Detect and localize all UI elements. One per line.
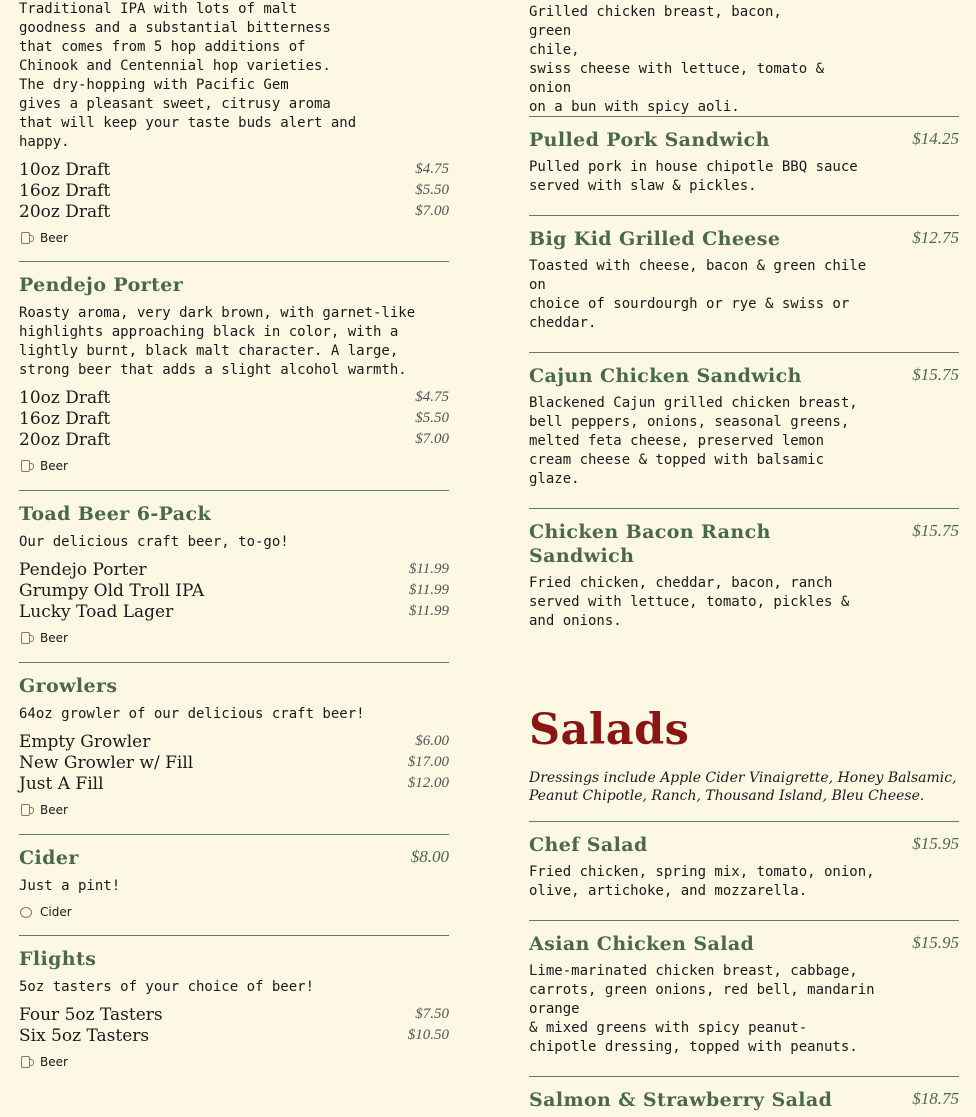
category-tag (19, 628, 449, 648)
divider (529, 508, 959, 509)
option-list (19, 387, 449, 450)
item-description: 64oz growler of our delicious craft beer! (19, 706, 365, 722)
menu-item-pulled-pork[interactable] (529, 128, 959, 196)
option-name: New Growler w/ Fill (19, 752, 194, 773)
option-price: $17.00 (407, 754, 449, 770)
item-title: Salmon & Strawberry Salad (529, 1089, 833, 1111)
section-title: Salads (529, 705, 690, 755)
divider (529, 821, 959, 822)
option-price: $5.50 (415, 182, 449, 198)
cider-icon (20, 907, 32, 918)
item-description: Blackened Cajun grilled chicken breast, bell peppers, onions, seasonal greens, melted feta cheese, preserved lemon cream cheese & topped with balsamic glaze. (529, 395, 858, 487)
menu-item-flights[interactable] (19, 947, 449, 1072)
option-row[interactable] (19, 773, 449, 794)
category-tag (19, 456, 449, 476)
divider (529, 1076, 959, 1077)
option-name: Pendejo Porter (19, 559, 147, 580)
item-description: Traditional IPA with lots of malt goodness and a substantial bitterness that comes from 5 hop additions of Chinook and Centennial hop varieties. The dry-hopping with Pacific Gem gives a pleasant sweet, citrusy aroma that will keep your taste buds alert and happy. (19, 1, 357, 150)
category-tag (19, 1052, 449, 1072)
option-name: Four 5oz Tasters (19, 1004, 163, 1025)
option-price: $7.00 (415, 431, 449, 447)
menu-item-chicken-bacon-ranch[interactable] (529, 520, 959, 631)
option-row[interactable] (19, 180, 449, 201)
option-row[interactable] (19, 387, 449, 408)
item-title: Chicken Bacon Ranch Sandwich (529, 521, 771, 567)
item-description: Our delicious craft beer, to-go! (19, 534, 289, 550)
beer-mug-icon (21, 232, 30, 244)
option-price: $11.99 (408, 582, 449, 598)
tag-label: Cider (40, 905, 72, 919)
option-price: $7.50 (415, 1006, 449, 1022)
option-price: $4.75 (415, 389, 449, 405)
category-tag (19, 228, 449, 248)
option-price: $12.00 (407, 775, 449, 791)
tag-label: Beer (40, 631, 68, 645)
option-row[interactable] (19, 408, 449, 429)
divider (19, 490, 449, 491)
option-row[interactable] (19, 559, 449, 580)
menu-item-pendejo-porter[interactable] (19, 273, 449, 476)
item-title: Growlers (19, 675, 118, 697)
item-description: Fried chicken, spring mix, tomato, onion, olive, artichoke, and mozzarella. (529, 864, 875, 899)
menu-item-six-pack[interactable] (19, 502, 449, 648)
item-description: Pulled pork in house chipotle BBQ sauce served with slaw & pickles. (529, 159, 858, 194)
beer-mug-icon (21, 1056, 30, 1068)
option-list (19, 1004, 449, 1046)
item-title: Flights (19, 948, 97, 970)
salads-section-header (529, 706, 959, 805)
item-description: Lime-marinated chicken breast, cabbage, carrots, green onions, red bell, mandarin orange & mixed greens with spicy peanut- chipotle dressing, topped with peanuts. (529, 963, 875, 1055)
tag-label: Beer (40, 231, 68, 245)
option-row[interactable] (19, 1025, 449, 1046)
menu-item-chef-salad[interactable] (529, 833, 959, 901)
item-price: $15.75 (912, 521, 959, 540)
option-name: Just A Fill (19, 773, 104, 794)
tag-label: Beer (40, 459, 68, 473)
option-price: $7.00 (415, 203, 449, 219)
divider (19, 662, 449, 663)
tag-label: Beer (40, 803, 68, 817)
option-price: $6.00 (415, 733, 449, 749)
option-row[interactable] (19, 580, 449, 601)
option-price: $11.99 (408, 561, 449, 577)
divider (19, 935, 449, 936)
item-description: Fried chicken, cheddar, bacon, ranch served with lettuce, tomato, pickles & and onions. (529, 575, 850, 629)
option-price: $10.50 (407, 1027, 449, 1043)
option-name: 16oz Draft (19, 408, 111, 429)
item-title: Toad Beer 6-Pack (19, 503, 212, 525)
item-price: $8.00 (410, 847, 449, 866)
menu-item-salmon-strawberry-salad[interactable] (529, 1088, 959, 1112)
item-description: Toasted with cheese, bacon & green chile on choice of sourdourgh or rye & swiss or cheddar. (529, 258, 867, 331)
item-price: $12.75 (912, 228, 959, 247)
item-title: Big Kid Grilled Cheese (529, 228, 781, 250)
item-price: $18.75 (912, 1089, 959, 1108)
item-description: Grilled chicken breast, bacon, green chile, swiss cheese with lettuce, tomato & onion on a bun with spicy aoli. (529, 4, 825, 115)
item-description: Just a pint! (19, 878, 121, 894)
divider (529, 920, 959, 921)
option-name: Lucky Toad Lager (19, 601, 174, 622)
menu-item-asian-chicken-salad[interactable] (529, 932, 959, 1057)
divider (529, 116, 959, 117)
option-name: 10oz Draft (19, 387, 111, 408)
option-price: $11.99 (408, 603, 449, 619)
option-name: 20oz Draft (19, 201, 111, 222)
option-row[interactable] (19, 429, 449, 450)
item-price: $14.25 (912, 129, 959, 148)
option-row[interactable] (19, 201, 449, 222)
option-name: Six 5oz Tasters (19, 1025, 150, 1046)
menu-item-ipa[interactable] (19, 0, 449, 248)
option-list (19, 731, 449, 794)
option-name: Grumpy Old Troll IPA (19, 580, 205, 601)
option-list (19, 559, 449, 622)
divider (529, 352, 959, 353)
divider (19, 261, 449, 262)
item-title: Cajun Chicken Sandwich (529, 365, 802, 387)
item-description: 5oz tasters of your choice of beer! (19, 979, 315, 995)
menu-item-cajun-chicken[interactable] (529, 364, 959, 489)
item-title: Chef Salad (529, 834, 648, 856)
category-tag (19, 800, 449, 820)
beer-mug-icon (21, 460, 30, 472)
option-name: Empty Growler (19, 731, 151, 752)
beer-mug-icon (21, 804, 30, 816)
option-row[interactable] (19, 159, 449, 180)
option-price: $5.50 (415, 410, 449, 426)
option-name: 16oz Draft (19, 180, 111, 201)
option-row[interactable] (19, 1004, 449, 1025)
item-title: Pendejo Porter (19, 274, 184, 296)
item-price: $15.95 (912, 834, 959, 853)
option-name: 20oz Draft (19, 429, 111, 450)
beer-mug-icon (21, 632, 30, 644)
item-title: Cider (19, 847, 79, 869)
option-list (19, 159, 449, 222)
menu-item-green-chile-sandwich[interactable] (529, 3, 959, 117)
category-tag (19, 902, 449, 922)
item-title: Pulled Pork Sandwich (529, 129, 770, 151)
menu-item-grilled-cheese[interactable] (529, 227, 959, 333)
section-note: Dressings include Apple Cider Vinaigrette, Honey Balsamic, Peanut Chipotle, Ranch, Thousand Island, Bleu Cheese. (529, 770, 957, 804)
option-row[interactable] (19, 601, 449, 622)
option-row[interactable] (19, 731, 449, 752)
option-row[interactable] (19, 752, 449, 773)
menu-item-growlers[interactable] (19, 674, 449, 820)
tag-label: Beer (40, 1055, 68, 1069)
item-price: $15.95 (912, 933, 959, 952)
option-price: $4.75 (415, 161, 449, 177)
item-description: Roasty aroma, very dark brown, with garnet-like highlights approaching black in color, with a lightly burnt, black malt character. A large, strong beer that adds a slight alcohol warmth. (19, 305, 416, 378)
divider (529, 215, 959, 216)
divider (19, 834, 449, 835)
item-title: Asian Chicken Salad (529, 933, 755, 955)
menu-item-cider[interactable] (19, 846, 449, 922)
item-price: $15.75 (912, 365, 959, 384)
option-name: 10oz Draft (19, 159, 111, 180)
